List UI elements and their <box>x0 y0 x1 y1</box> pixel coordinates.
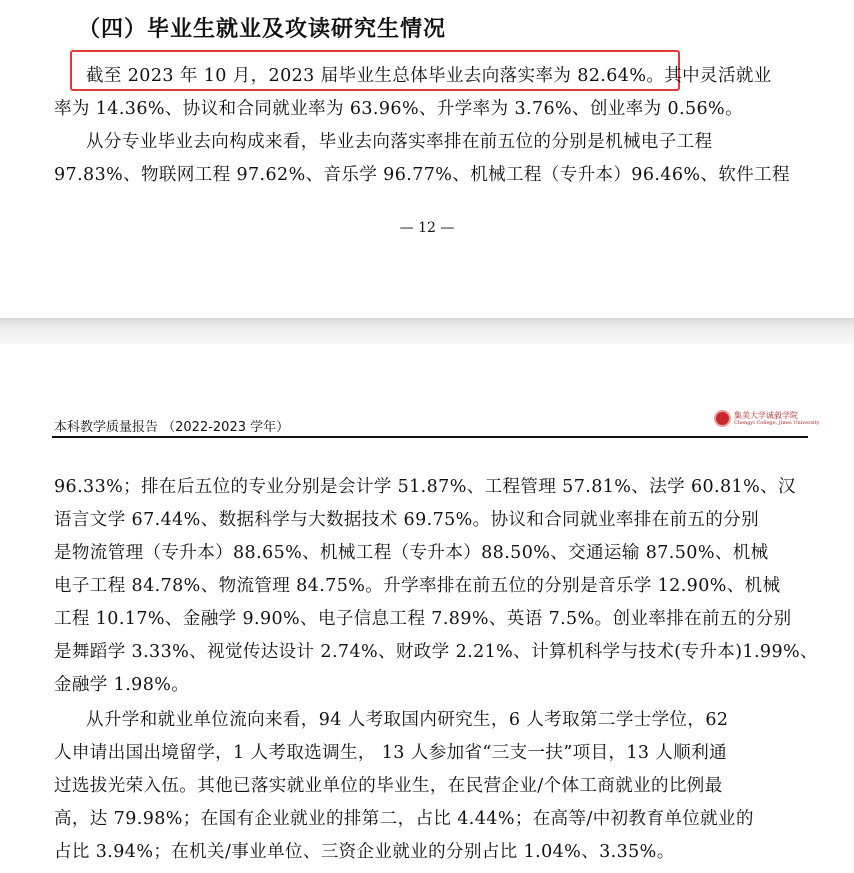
paragraph-line: 从升学和就业单位流向来看，94 人考取国内研究生，6 人考取第二学士学位，62 <box>86 710 729 730</box>
document-page-13 <box>0 344 854 873</box>
paragraph-line: 占比 3.94%；在机关/事业单位、三资企业就业的分别占比 1.04%、3.35%。 <box>54 842 675 862</box>
section-heading: （四）毕业生就业及攻读研究生情况 <box>78 17 447 42</box>
logo-text: 集美大学诚毅学院 <box>734 411 798 420</box>
header-rule <box>52 436 808 438</box>
college-logo <box>714 410 819 427</box>
paragraph-line: 高，达 79.98%；在国有企业就业的排第二，占比 4.44%；在高等/中初教育单位就业的 <box>54 809 754 829</box>
running-header: 本科教学质量报告 （2022-2023 学年） <box>54 420 290 435</box>
document-page-12 <box>0 0 854 318</box>
paragraph-line: 是物流管理（专升本）88.65%、机械工程（专升本）88.50%、交通运输 87.50%、机械 <box>54 543 769 563</box>
page-number: — 12 — <box>399 220 455 236</box>
paragraph-line: 人申请出国出境留学，1 人考取选调生， 13 人参加省“三支一扶”项目，13 人顺利通 <box>54 743 728 763</box>
paragraph-line: 语言文学 67.44%、数据科学与大数据技术 69.75%。协议和合同就业率排在前五的分别 <box>54 510 760 530</box>
paragraph-line: 过选拔光荣入伍。其他已落实就业单位的毕业生，在民营企业/个体工商就业的比例最 <box>54 776 723 796</box>
paragraph-line: 从分专业毕业去向构成来看，毕业去向落实率排在前五位的分别是机械电子工程 <box>86 132 713 152</box>
paragraph-line: 率为 14.36%、协议和合同就业率为 63.96%、升学率为 3.76%、创业率为 0.56%。 <box>54 99 743 119</box>
paragraph-line: 是舞蹈学 3.33%、视觉传达设计 2.74%、财政学 2.21%、计算机科学与技术(专升本)1.99%、 <box>54 642 818 662</box>
paragraph-line: 96.33%；排在后五位的专业分别是会计学 51.87%、工程管理 57.81%、法学 60.81%、汉 <box>54 477 796 497</box>
paragraph-line: 截至 2023 年 10 月，2023 届毕业生总体毕业去向落实率为 82.64%。其中灵活就业 <box>86 66 772 86</box>
page-separator <box>0 318 854 344</box>
paragraph-line: 工程 10.17%、金融学 9.90%、电子信息工程 7.89%、英语 7.5%。创业率排在前五的分别 <box>54 609 792 629</box>
logo-subtext: Chengyi College, Jimei University <box>734 420 820 426</box>
seal-icon <box>714 410 731 427</box>
paragraph-line: 电子工程 84.78%、物流管理 84.75%。升学率排在前五位的分别是音乐学 12.90%、机械 <box>54 576 781 596</box>
paragraph-line: 金融学 1.98%。 <box>54 675 190 695</box>
paragraph-line: 97.83%、物联网工程 97.62%、音乐学 96.77%、机械工程（专升本）96.46%、软件工程 <box>54 165 790 185</box>
